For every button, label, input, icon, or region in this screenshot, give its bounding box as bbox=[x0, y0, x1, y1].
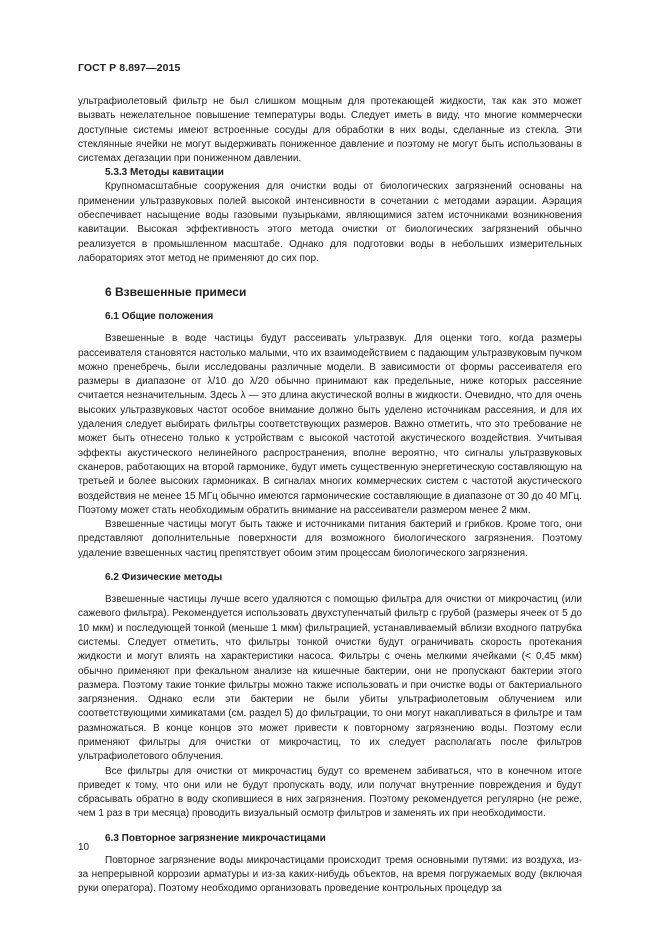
paragraph-6-3-a: Повторное загрязнение воды микрочастицами происходит тремя основными путями: из воздуха, из-за непрерывной коррозии арматуры и из-за каких-нибудь объектов, на время погружаемых воду (включая руки оператора). Поэтому необходимо организовать проведение контрольных процедур за bbox=[78, 854, 582, 895]
intro-paragraph: ультрафиолетовый фильтр не был слишком мощным для протекающей жидкости, так как это может вызвать нежелательное повышение температуры воды. Следует иметь в виду, что многие коммерчески доступные системы имеют встроенные сосуды для обработки в них воды, сделанные из стекла. Эти стеклянные ячейки не могут выдерживать пониженное давление и поэтому не могут быть использованы в системах дегазации при пониженном давлении. bbox=[78, 96, 582, 165]
paragraph-6-1-a: Взвешенные в воде частицы будут рассеивать ультразвук. Для оценки того, когда размеры рассеивателя становятся настолько малыми, что их взаимодействием с падающим ультразвуковым пучком можно пренебречь, были исследованы различные модели. В зависимости от формы рассеивателя его размеры в диапазоне от λ/10 до λ/20 обычно принимают как предельные, ниже которых рассеяние считается незначительным. Здесь λ — это длина акустической волны в жидкости. Очевидно, что для очень высоких ультразвуковых частот особое внимание должно быть уделено источникам рассеяния, и для их удаления следует выбирать фильтры соответствующих размеров. Важно отметить, что это требование не может быть отнесено только к устройствам с высокой частотой акустического воздействия. Учитывая эффекты акустического нелинейного распространения, вполне вероятно, что сигналы ультразвуковых сканеров, работающих на второй гармонике, будут иметь существенную энергетическую составляющую на третьей и более высоких гармониках. В сигналах многих коммерческих систем с частотой акустического воздействия не менее 15 МГц обычно имеются гармонические составляющие в диапазоне от 30 до 40 МГц. Поэтому может стать необходимым обратить внимание на рассеиватели размером менее 2 мкм. bbox=[78, 333, 582, 516]
document-code-header: ГОСТ Р 8.897—2015 bbox=[78, 62, 181, 74]
paragraph-6-2-b: Все фильтры для очистки от микрочастиц будут со временем забиваться, что в конечном итоге приведет к тому, что они или не будут пропускать воду, или получат внутренние повреждения и будут сбрасывать обратно в воду скопившиеся в них загрязнения. Поэтому рекомендуется регулярно (не реже, чем 1 раз в три месяца) проводить визуальный осмотр фильтров и заменять их при необходимости. bbox=[78, 765, 582, 820]
heading-section-6: 6 Взвешенные примеси bbox=[105, 285, 247, 300]
page-number: 10 bbox=[78, 842, 90, 853]
heading-5-3-3: 5.3.3 Методы кавитации bbox=[105, 167, 224, 179]
heading-6-1: 6.1 Общие положения bbox=[105, 311, 214, 323]
paragraph-5-3-3: Крупномасштабные сооружения для очистки воды от биологических загрязнений основаны на применении ультразвуковых полей высокой интенсивности в сочетании с методами аэрации. Аэрация обеспечивает насыщение воды газовыми пузырьками, являющимися затем источниками возникновения кавитации. Высокая эффективность этого метода очистки от биологических загрязнений обычно реализуется в промышленном масштабе. Однако для подготовки воды в небольших измерительных лабораториях этот метод не применяют до сих пор. bbox=[78, 181, 582, 264]
paragraph-6-1-b: Взвешенные частицы могут быть также и источниками питания бактерий и грибков. Кроме того, они представляют дополнительные поверхности для возможного биологического загрязнения. Поэтому удаление взвешенных частиц препятствует обоим этим процессам биологического загрязнения. bbox=[78, 519, 582, 559]
document-body bbox=[78, 95, 582, 897]
paragraph-6-2-a: Взвешенные частицы лучше всего удаляются с помощью фильтра для очистки от микрочастиц (или сажевого фильтра). Рекомендуется использовать двухступенчатый фильтр с грубой (размеры ячеек от 5 до 10 мкм) и последующей тонкой (меньше 1 мкм) фильтрацией, устанавливаемый вблизи входного патрубка системы. Следует отметить, что фильтры тонкой очистки будут ограничивать скорость протекания жидкости и могут влиять на характеристики насоса. Фильтры с очень мелкими ячейками (< 0,45 мкм) обычно применяют при фекальном анализе на кишечные бактерии, они не пропускают бактерии этого размера. Поэтому такие тонкие фильтры можно также использовать и при очистке воды от бактериального загрязнения. Однако если эти бактерии не были убиты ультрафиолетовым облучением или соответствующими химикатами (см. раздел 5) до фильтрации, то они могут накапливаться в фильтре и там размножаться. В конце концов это может привести к повторному загрязнению воды. Поэтому если применяют фильтры для очистки от микрочастиц, то их следует располагать после фильтров ультрафиолетового облучения. bbox=[78, 594, 582, 763]
heading-6-2: 6.2 Физические методы bbox=[105, 572, 223, 584]
heading-6-3: 6.3 Повторное загрязнение микрочастицами bbox=[105, 832, 326, 844]
